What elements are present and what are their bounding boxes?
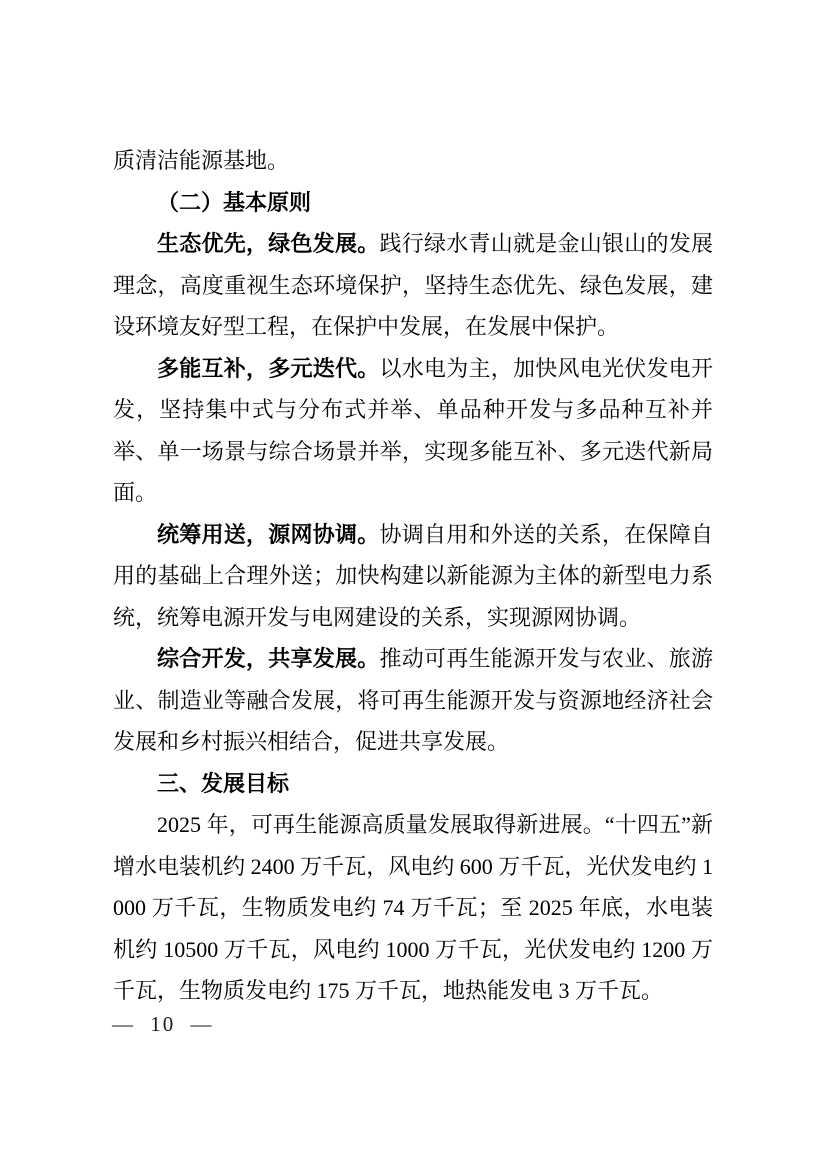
paragraph-text-multi-energy: 以水电为主，加快风电光伏发电开发，坚持集中式与分布式并举、单品种开发与多品种互补并举、单一场景与综合场景并举，实现多能互补、多元迭代新局面。 [113,355,713,505]
paragraph-grid-coordination [113,514,713,639]
paragraph-lead-shared-development: 综合开发，共享发展。 [157,646,380,671]
paragraph-lead-grid-coordination: 统筹用送，源网协调。 [157,521,380,547]
paragraph-continuation: 质清洁能源基地。 [113,148,290,173]
paragraph-text-grid-coordination: 协调自用和外送的关系，在保障自用的基础上合理外送；加快构建以新能源为主体的新型电力系统，统筹电源开发与电网建设的关系，实现源网协调。 [113,521,713,630]
paragraph-lead-eco-priority: 生态优先，绿色发展。 [157,231,380,256]
document-body [113,140,713,1012]
paragraph-text-shared-development: 推动可再生能源开发与农业、旅游业、制造业等融合发展，将可再生能源开发与资源地经济社会发展和乡村振兴相结合，促进共享发展。 [113,646,713,754]
paragraph-shared-development [113,638,713,763]
paragraph-multi-energy [113,348,713,514]
paragraph-text-2025-targets: 2025 年，可再生能源高质量发展取得新进展。“十四五”新增水电装机约 2400 万千瓦，风电约 600 万千瓦，光伏发电约 1000 万千瓦，生物质发电约 74 万千瓦；至 2025 年底，水电装机约 10500 万千瓦，风电约 1000 万千瓦，光伏发电约 1200 万千瓦，生物质发电约 175 万千瓦，地热能发电 3 万千瓦。 [113,812,713,1003]
paragraph-2025-targets [113,804,713,1012]
section-heading-development-goals: 三、发展目标 [157,770,290,796]
paragraph-text-eco-priority: 践行绿水青山就是金山银山的发展理念，高度重视生态环境保护，坚持生态优先、绿色发展，建设环境友好型工程，在保护中发展，在发展中保护。 [113,231,713,339]
paragraph-eco-priority [113,223,713,348]
section-heading-basic-principles: （二）基本原则 [157,189,312,215]
paragraph-lead-multi-energy: 多能互补，多元迭代。 [157,355,380,381]
page-number: — 10 — [112,1012,214,1036]
